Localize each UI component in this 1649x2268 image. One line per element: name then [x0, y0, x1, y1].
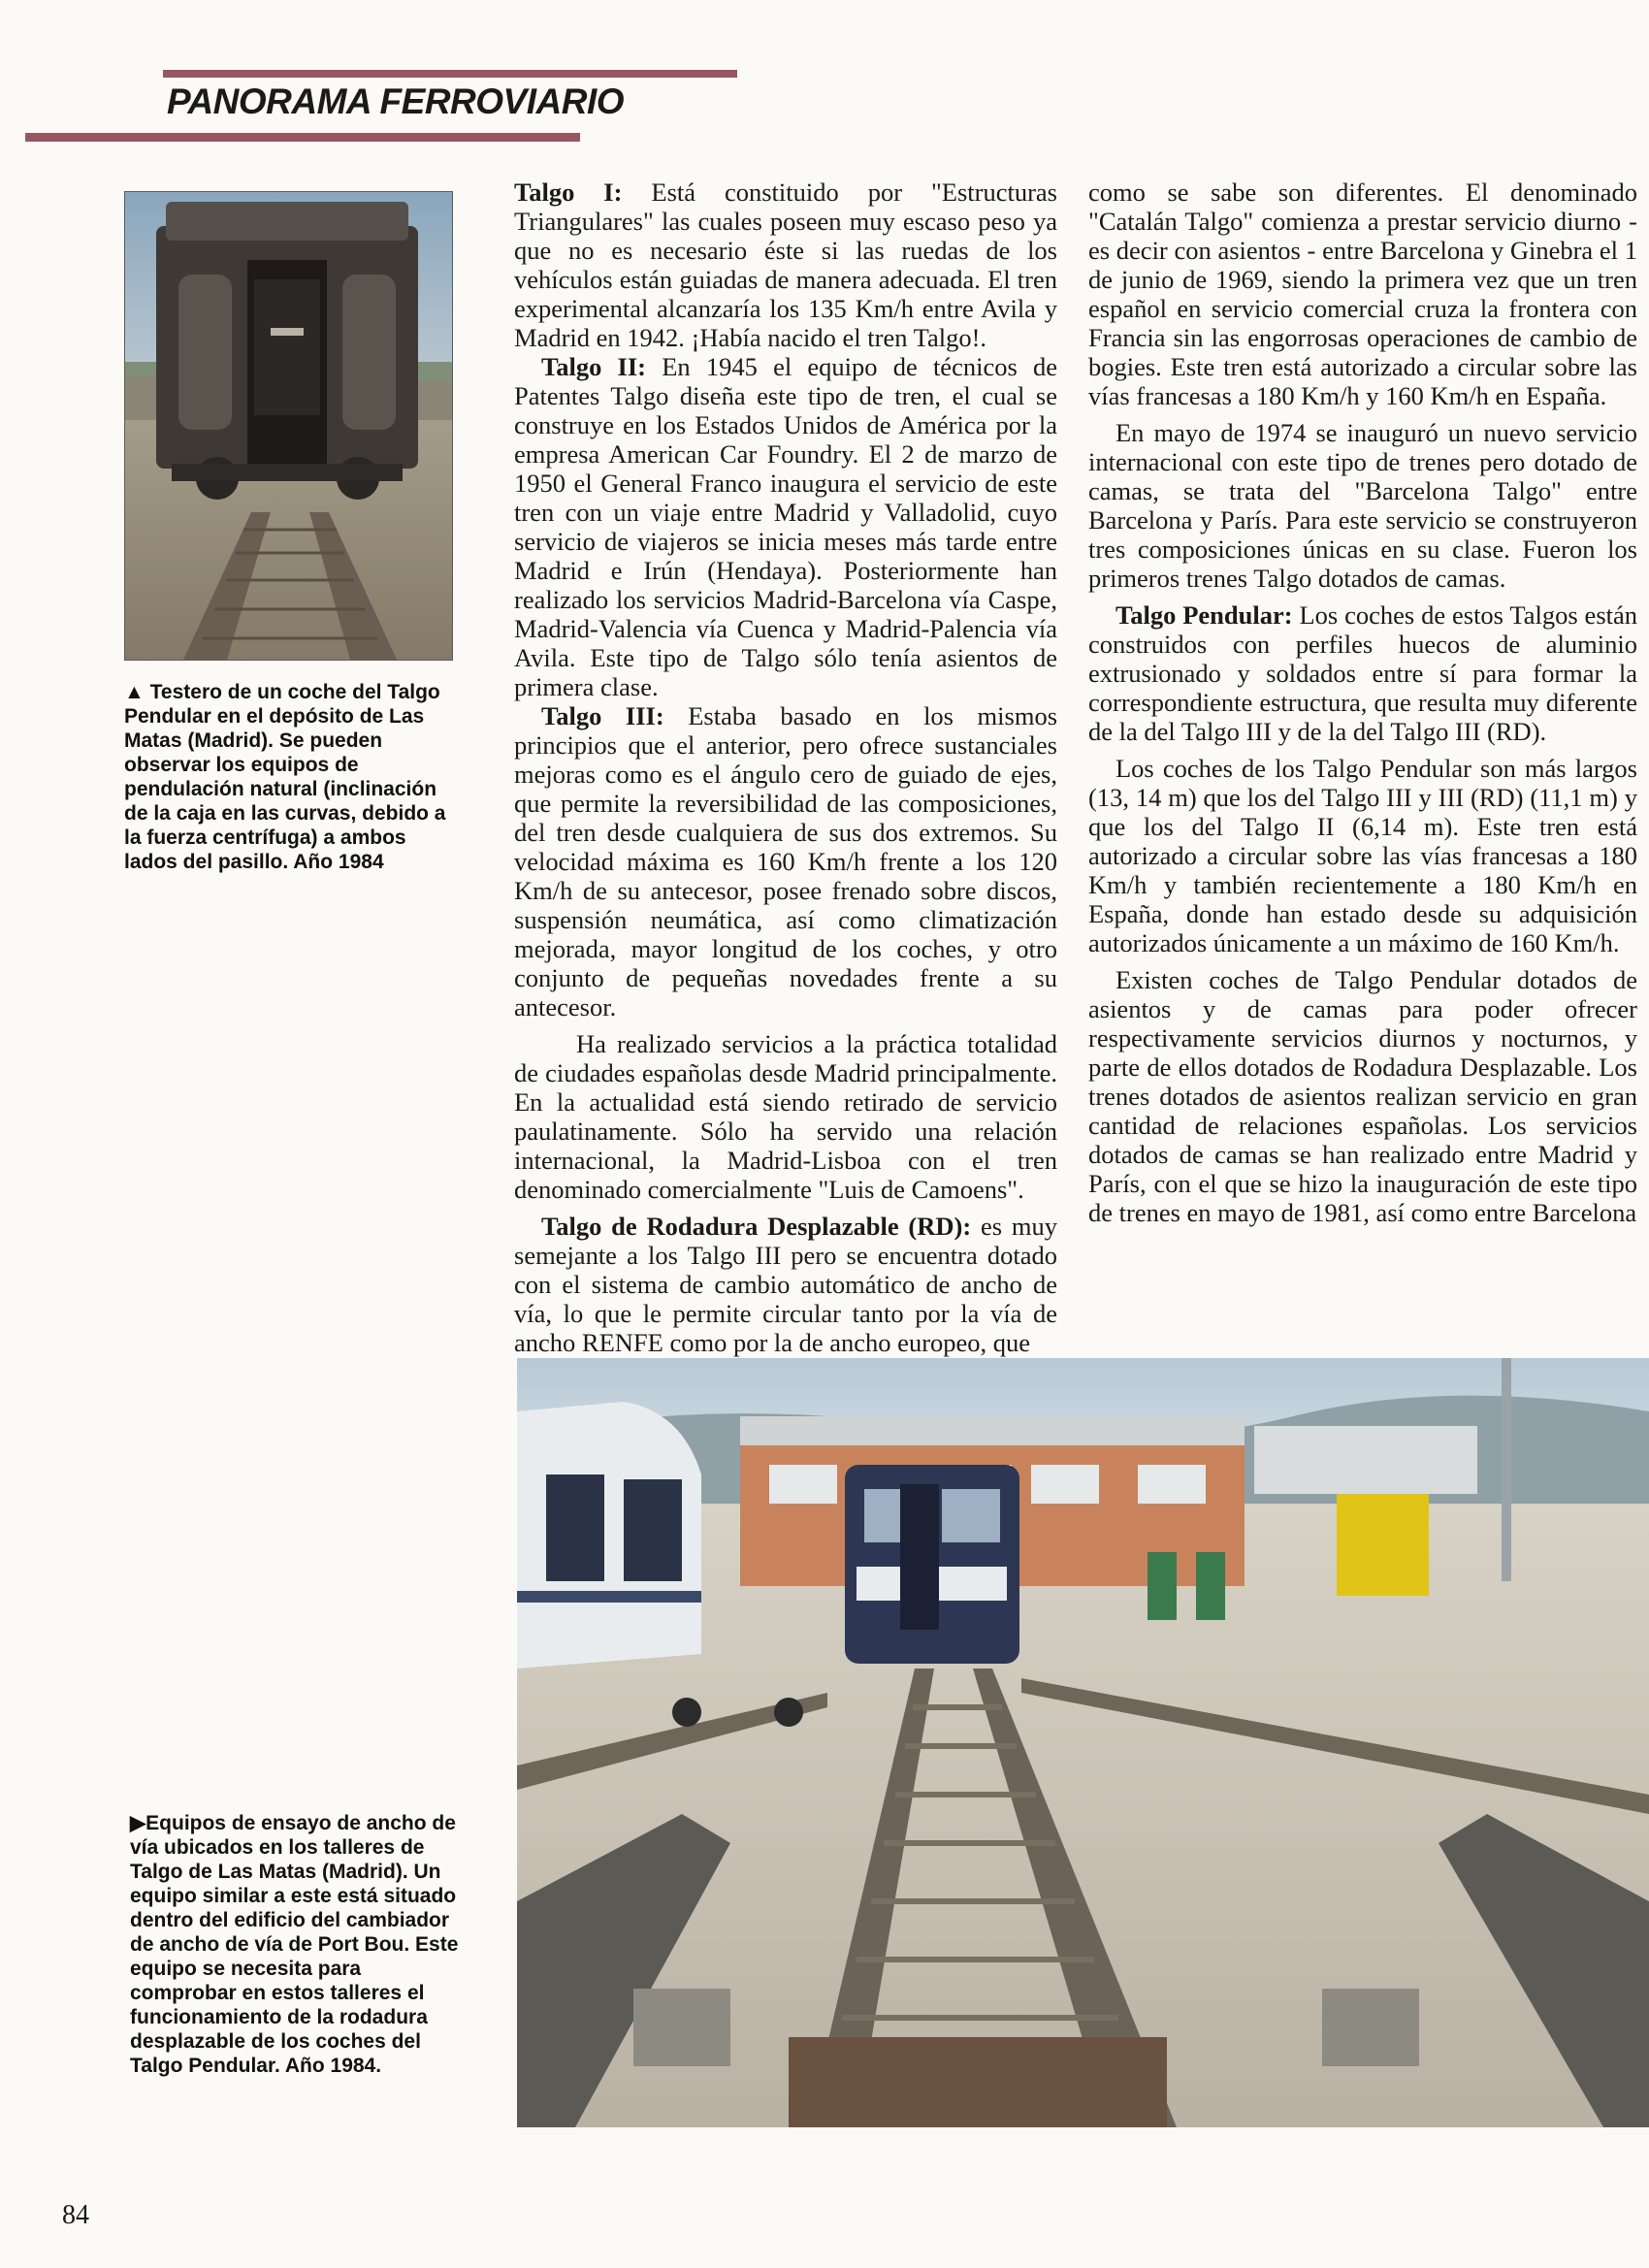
paragraph-text: Estaba basado en los mismos principios que el anterior, pero ofrece sustanciales mejoras como es el ángulo cero de guiado de ejes, que permite la reversibilidad de las composiciones, del tren desde cualquiera de sus dos extremos. Su velocidad máxima es 160 Km/h frente a los 120 Km/h de su antecesor, posee frenado sobre discos, suspensión neumática, así como climatización mejorada, mayor longitud de los coches, y otro conjunto de pequeñas novedades frente a su antecesor.	[514, 701, 1058, 1021]
paragraph-talgo-rd	[514, 1212, 1057, 1357]
paragraph-talgo-i	[514, 178, 1057, 352]
page-number: 84	[62, 2200, 89, 2230]
gauge-test-yard-illustration	[517, 1358, 1649, 2127]
caption-text: Equipos de ensayo de ancho de vía ubicados en los talleres de Talgo de Las Matas (Madrid). Un equipo similar a este está situado dentro del edificio del cambiador de ancho de vía de Port Bou. Este equipo se necesita para comprobar en estos talleres el funcionamiento de la rodadura desplazable de los coches del Talgo Pendular. Año 1984.	[130, 1812, 459, 2077]
caption-text: Testero de un coche del Talgo Pendular en el depósito de Las Matas (Madrid). Se pueden observar los equipos de pendulación natural (inclinación de la caja en las curvas, debido a la fuerza centrífuga) a ambos lados del pasillo. Año 1984	[124, 681, 446, 873]
triangle-right-icon: ▶	[130, 1812, 146, 1834]
heading-talgo-ii: Talgo II:	[541, 352, 647, 381]
header-rule-bottom	[25, 133, 580, 142]
paragraph-pendular-services	[1088, 965, 1637, 1227]
talgo-coach-end-illustration	[125, 192, 452, 660]
header-rule-top	[163, 70, 737, 78]
paragraph-talgo-iii	[514, 701, 1057, 1021]
paragraph-pendular-lengths	[1088, 754, 1637, 957]
paragraph-text: Los coches de los Talgo Pendular son más largos (13, 14 m) que los del Talgo III y III (RD) (11,1 m) y que los del Talgo II (6,14 m). Este tren está autorizado a circular sobre las vías francesas a 180 Km/h y también recientemente a 180 Km/h en España, donde han estado desde su adquisición autorizados únicamente a un máximo de 160 Km/h.	[1088, 754, 1637, 957]
photo-caption-coach-end	[124, 680, 454, 874]
article-column-2	[1088, 178, 1637, 1227]
heading-talgo-pendular: Talgo Pendular:	[1116, 600, 1293, 630]
paragraph-text: En mayo de 1974 se inauguró un nuevo servicio internacional con este tipo de trenes pero dotado de camas, se trata del "Barcelona Talgo" entre Barcelona y París. Para este servicio se construyeron tres composiciones únicas en su clase. Fueron los primeros trenes Talgo dotados de camas.	[1088, 418, 1637, 593]
gauge-test-equipment-photo	[517, 1358, 1649, 2127]
talgo-coach-end-photo	[124, 191, 453, 661]
paragraph-talgo-ii	[514, 352, 1057, 701]
section-title: PANORAMA FERROVIARIO	[167, 81, 624, 121]
paragraph-talgo-iii-services	[514, 1029, 1057, 1204]
paragraph-text: Existen coches de Talgo Pendular dotados de asientos y de camas para poder ofrecer respectivamente servicios diurnos y nocturnos, y parte de ellos dotados de Rodadura Desplazable. Los trenes dotados de asientos realizan servicio en gran cantidad de relaciones españolas. Los servicios dotados de camas se han realizado entre Madrid y París, con el que se hizo la inauguración de este tipo de trenes en mayo de 1981, así como entre Barcelona	[1088, 965, 1637, 1227]
paragraph-text: Ha realizado servicios a la práctica totalidad de ciudades españolas desde Madrid principalmente. En la actualidad está siendo retirado de servicio paulatinamente. Sólo ha servido una relación internacional, la Madrid-Lisboa con el tren denominado comercialmente "Luis de Camoens".	[514, 1029, 1057, 1204]
triangle-up-icon: ▲	[124, 681, 145, 703]
heading-talgo-i: Talgo I:	[514, 178, 623, 207]
heading-talgo-iii: Talgo III:	[541, 701, 664, 730]
paragraph-text: Los coches de estos Talgos están construidos con perfiles huecos de aluminio extrusionado y soldados entre sí para formar la correspondiente estructura, que resulta muy diferente de la del Talgo III y de la del Talgo III (RD).	[1088, 600, 1638, 746]
article-column-1	[514, 178, 1057, 1357]
paragraph-talgo-pendular	[1088, 600, 1637, 746]
photo-caption-gauge-test	[130, 1811, 460, 2078]
paragraph-text: Está constituido por "Estructuras Triangulares" las cuales poseen muy escaso peso ya que no es necesario éste si las ruedas de los vehículos están guiadas de manera adecuada. El tren experimental alcanzaría los 135 Km/h entre Avila y Madrid en 1942. ¡Había nacido el tren Talgo!.	[514, 178, 1057, 352]
paragraph-catalan-talgo	[1088, 178, 1637, 410]
paragraph-text: En 1945 el equipo de técnicos de Patentes Talgo diseña este tipo de tren, el cual se construye en los Estados Unidos de América por la empresa American Car Foundry. El 2 de marzo de 1950 el General Franco inaugura el servicio de este tren con un viaje entre Madrid y Valladolid, cuyo servicio de viajeros se inicia meses más tarde entre Madrid e Irún (Hendaya). Posteriormente han realizado los servicios Madrid-Barcelona vía Caspe, Madrid-Valencia vía Cuenca y Madrid-Palencia vía Avila. Este tipo de Talgo sólo tenía asientos de primera clase.	[514, 352, 1057, 701]
heading-talgo-rd: Talgo de Rodadura Desplazable (RD):	[541, 1212, 972, 1241]
paragraph-text: es muy semejante a los Talgo III pero se encuentra dotado con el sistema de cambio automático de ancho de vía, lo que le permite circular tanto por la vía de ancho RENFE como por la de ancho europeo, que	[514, 1212, 1058, 1357]
paragraph-barcelona-talgo	[1088, 418, 1637, 593]
paragraph-text: como se sabe son diferentes. El denominado "Catalán Talgo" comienza a prestar servicio diurno - es decir con asientos - entre Barcelona y Ginebra el 1 de junio de 1969, siendo la primera vez que un tren español en servicio comercial cruza la frontera con Francia sin las engorrosas operaciones de cambio de bogies. Este tren está autorizado a circular sobre las vías francesas a 180 Km/h y 160 Km/h en España.	[1088, 178, 1637, 410]
